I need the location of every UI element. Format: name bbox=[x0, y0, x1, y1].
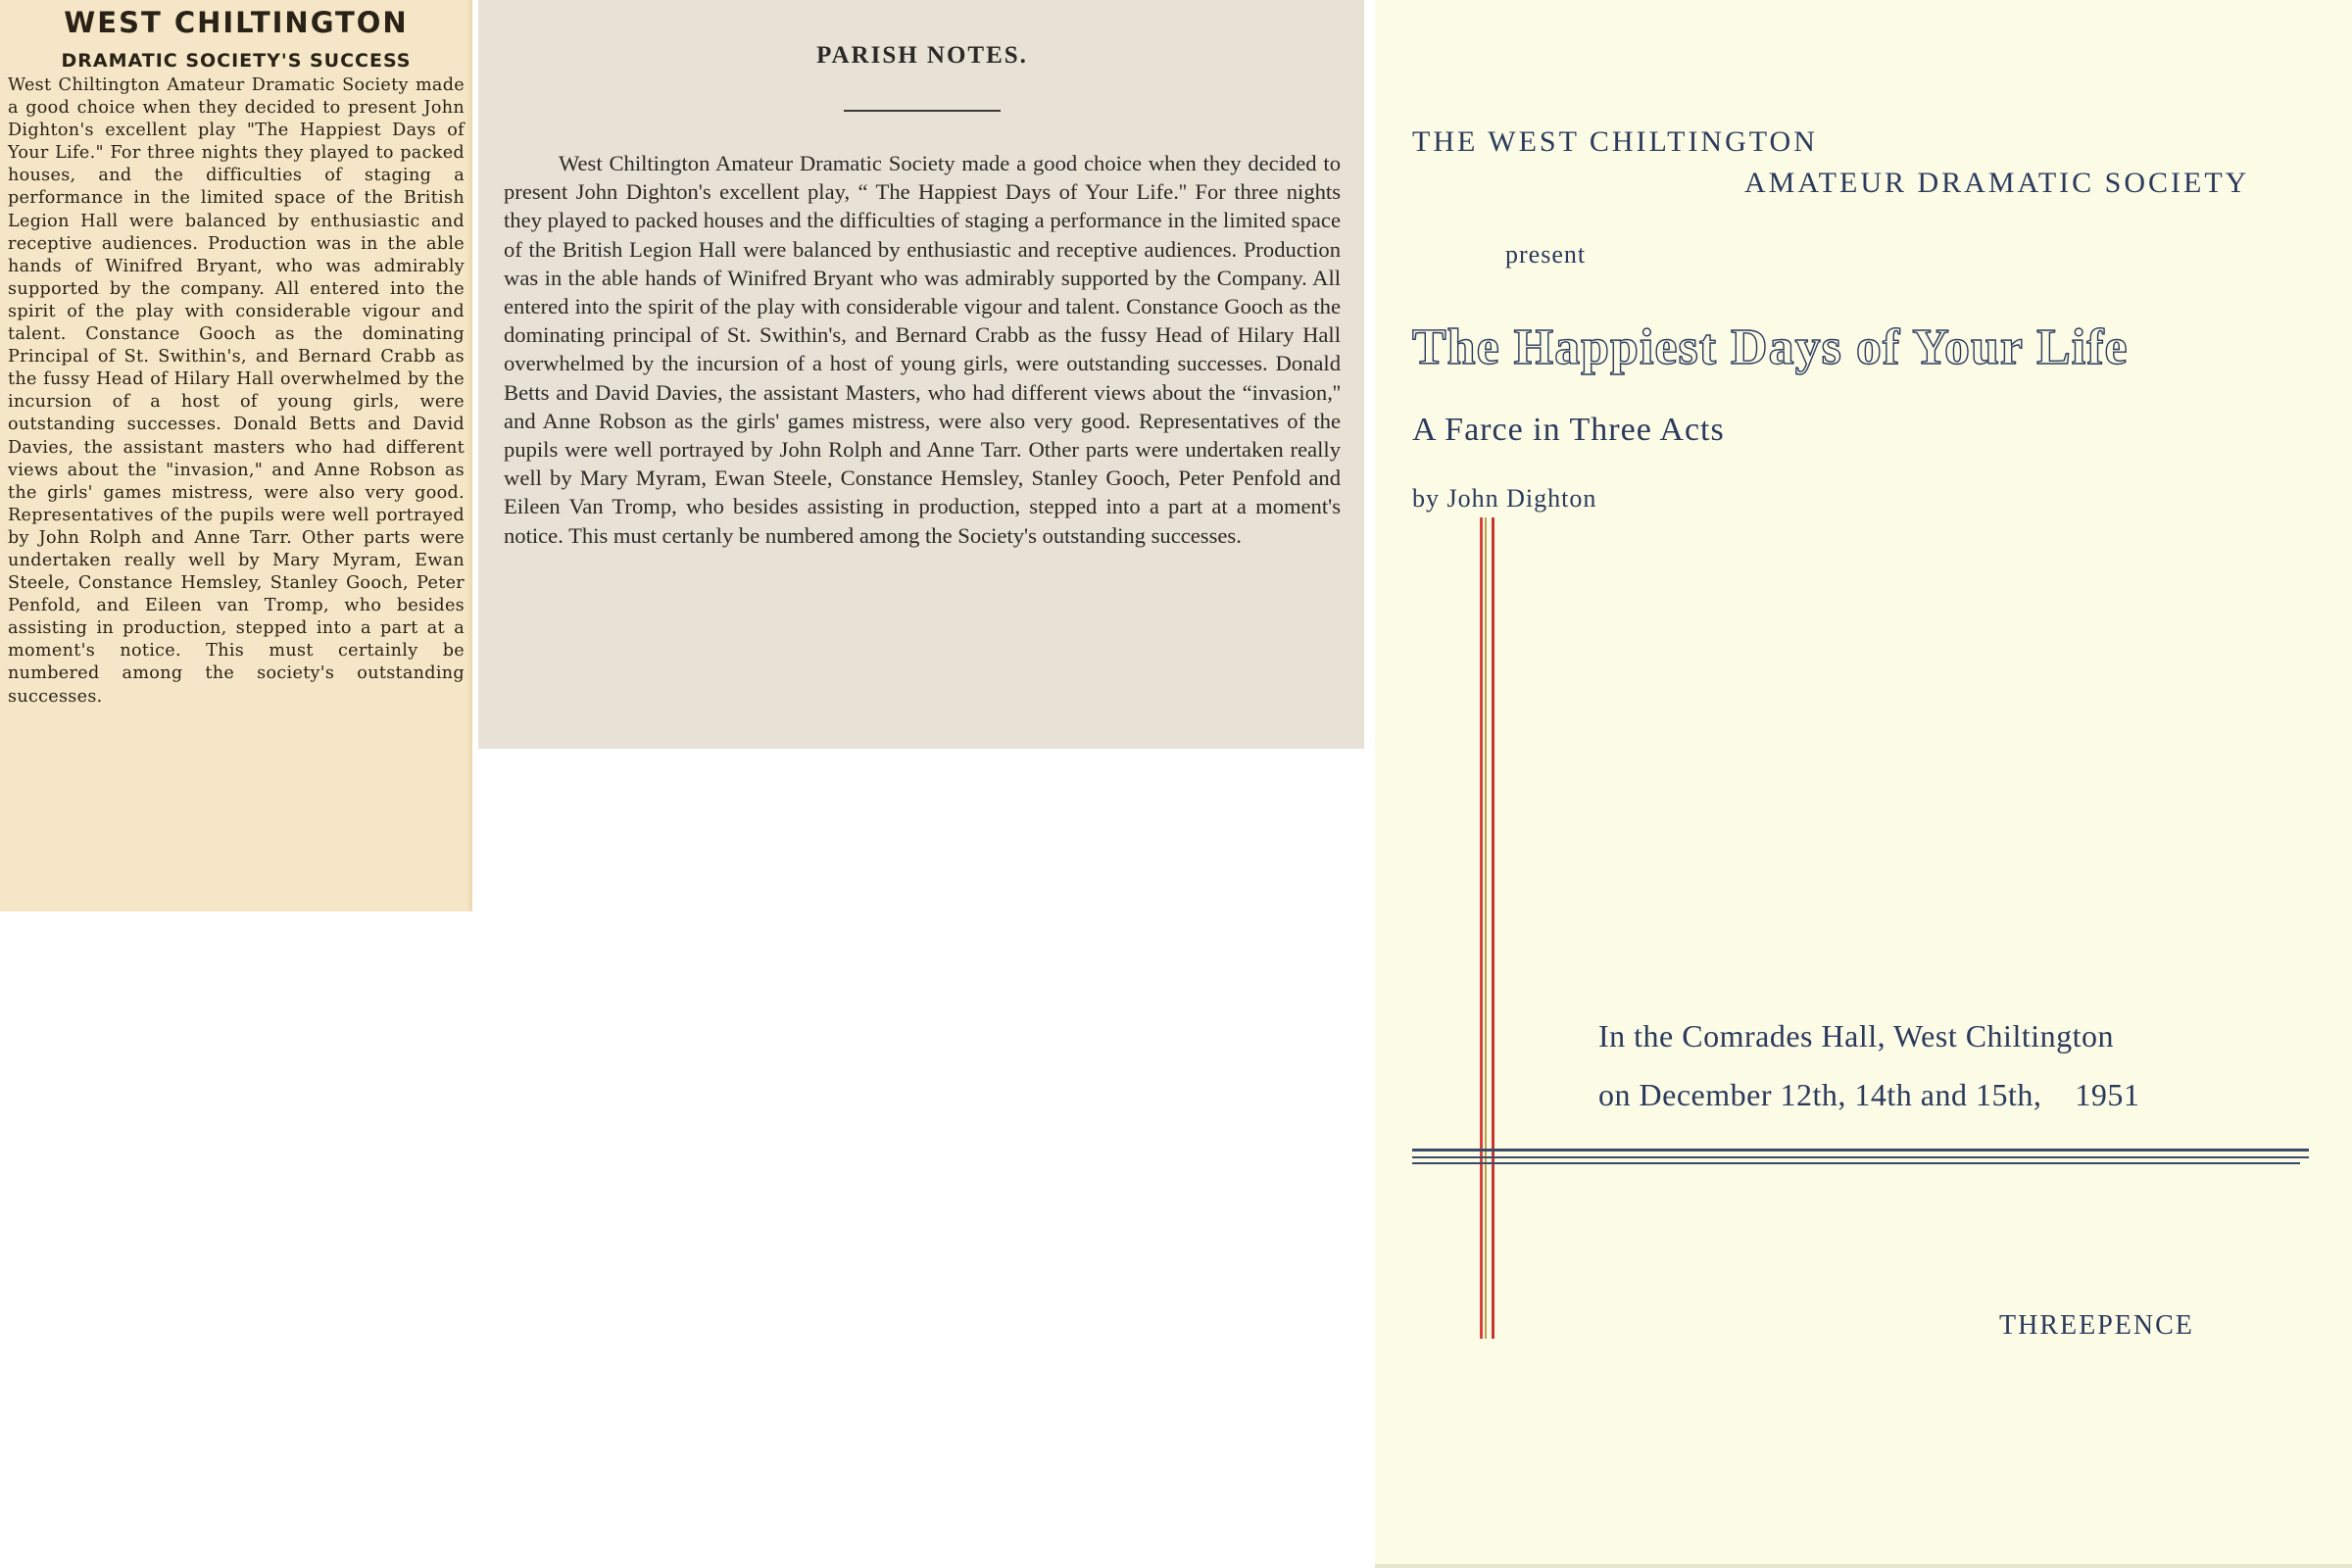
vertical-red-line bbox=[1480, 517, 1483, 1339]
title-divider bbox=[844, 110, 1001, 112]
parish-notes-title: PARISH NOTES. bbox=[816, 42, 1028, 69]
price-label: THREEPENCE bbox=[1999, 1310, 2194, 1341]
page-edge bbox=[1375, 1564, 2352, 1568]
author-byline: by John Dighton bbox=[1412, 484, 1597, 513]
clipping-subheadline: DRAMATIC SOCIETY'S SUCCESS bbox=[61, 50, 412, 72]
venue-line: In the Comrades Hall, West Chiltington bbox=[1598, 1018, 2114, 1054]
vertical-gold-line bbox=[1485, 517, 1487, 1339]
present-label: present bbox=[1505, 240, 1587, 269]
dates-text: on December 12th, 14th and 15th, bbox=[1598, 1077, 2042, 1112]
society-name-line1: THE WEST CHILTINGTON bbox=[1412, 125, 1818, 158]
clipping-body bbox=[8, 74, 465, 709]
horizontal-rule-3 bbox=[1412, 1162, 2300, 1164]
play-subtitle: A Farce in Three Acts bbox=[1412, 412, 1725, 448]
society-name-line2: AMATEUR DRAMATIC SOCIETY bbox=[1744, 167, 2250, 199]
newspaper-clipping bbox=[0, 0, 472, 911]
clipping-edge bbox=[466, 0, 472, 911]
programme-cover bbox=[1375, 0, 2352, 1568]
parish-notes-clipping bbox=[478, 0, 1364, 749]
play-title: The Happiest Days of Your Life bbox=[1412, 319, 2129, 375]
horizontal-rule-1 bbox=[1412, 1149, 2309, 1152]
year-text: 1951 bbox=[2075, 1077, 2140, 1112]
horizontal-rule-2 bbox=[1412, 1156, 2309, 1158]
dates-line bbox=[1598, 1065, 2139, 1124]
vertical-red-line-2 bbox=[1492, 517, 1494, 1339]
clipping-headline: WEST CHILTINGTON bbox=[64, 6, 409, 39]
venue-block bbox=[1598, 1006, 2139, 1124]
parish-notes-body: West Chiltington Amateur Dramatic Society made a good choice when they decided to present John Dighton's excellent play, “ The Happiest Days of Your Life.'' For three nights they played to packed houses and the difficulties of staging a performance in the limited space of the British Legion Hall were balanced by enthusiastic and receptive audiences. Production was in the able hands of Winifred Bryant who was admirably supported by the Company. All entered into the spirit of the play with considerable vigour and talent. Constance Gooch as the dominating principal of St. Swithin's, and Bernard Crabb as the fussy Head of Hilary Hall overwhelmed by the incursion of a host of young girls, were outstanding successes. Donald Betts and David Davies, the assistant Masters, who had different views about the “invasion,'' and Anne Robson as the girls' games mistress, were also very good. Representatives of the pupils were well portrayed by John Rolph and Anne Tarr. Other parts were undertaken really well by Mary Myram, Ewan Steele, Constance Hemsley, Stanley Gooch, Peter Penfold and Eileen Van Tromp, who besides assisting in production, stepped into a part at a moment's notice. This must certanly be numbered among the Society's outstanding successes. bbox=[504, 151, 1341, 548]
clipping-body-text: West Chiltington Amateur Dramatic Society made a good choice when they decided to present John Dighton's excellent play "The Happiest Days of Your Life." For three nights they played to packed houses, and the difficulties of staging a performance in the limited space of the British Legion Hall were balanced by enthusiastic and receptive audiences. Production was in the able hands of Winifred Bryant, who was admirably supported by the company. All entered into the spirit of the play with considerable vigour and talent. Constance Gooch as the dominating Principal of St. Swithin's, and Bernard Crabb as the fussy Head of Hilary Hall overwhelmed by the incursion of a host of young girls, were outstanding successes. Donald Betts and David Davies, the assistant masters who had different views about the "invasion," and Anne Robson as the girls' games mistress, were also very good. Representatives of the pupils were well portrayed by John Rolph and Anne Tarr. Other parts were undertaken really well by Mary Myram, Ewan Steele, Constance Hemsley, Stanley Gooch, Peter Penfold, and Eileen van Tromp, who besides assisting in production, stepped into a part at a moment's notice. This must certainly be numbered among the society's outstanding successes. bbox=[8, 75, 465, 707]
